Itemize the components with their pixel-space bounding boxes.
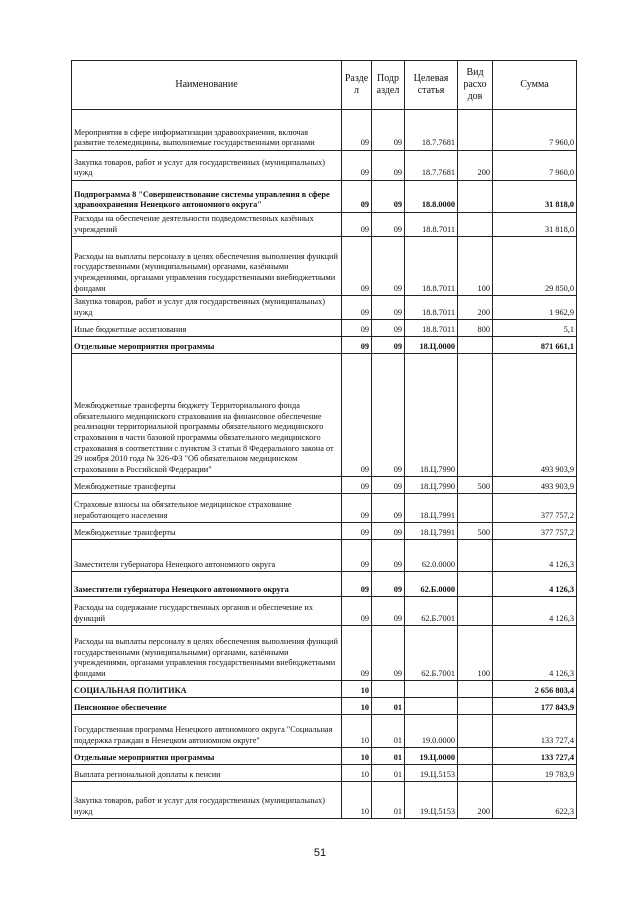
row-amount: 133 727,4 [493,715,577,748]
table-row [72,296,577,320]
row-section: 10 [342,681,372,698]
row-amount: 133 727,4 [493,748,577,765]
row-name: Расходы на обеспечение деятельности подведомственных казённых учреждений [72,213,342,237]
row-name: СОЦИАЛЬНАЯ ПОЛИТИКА [72,681,342,698]
table-row [72,572,577,597]
row-section: 10 [342,748,372,765]
table-row [72,782,577,819]
row-section: 10 [342,698,372,715]
row-section: 09 [342,237,372,296]
row-target: 18.8.0000 [405,181,458,213]
row-name: Мероприятия в сфере информатизации здравоохранения, включая развитие телемедицины, выполняемые государственными органами [72,110,342,151]
table-row [72,540,577,572]
row-amount: 2 656 803,4 [493,681,577,698]
row-subsection: 09 [372,110,405,151]
header-target: Целевая статья [405,61,458,110]
row-subsection: 01 [372,698,405,715]
row-expense-type [458,110,493,151]
row-subsection [372,681,405,698]
row-name: Расходы на выплаты персоналу в целях обеспечения выполнения функций государственными (муниципальными) органами, казёнными учреждениями, органами управления государственными внебюджетными фондами [72,626,342,681]
row-section: 09 [342,337,372,354]
row-section: 09 [342,540,372,572]
row-target: 18.7.7681 [405,110,458,151]
row-expense-type [458,698,493,715]
row-name: Расходы на выплаты персоналу в целях обеспечения выполнения функций государственными (муниципальными) органами, казёнными учреждениями, органами управления государственными внебюджетными фондами [72,237,342,296]
row-name: Закупка товаров, работ и услуг для государственных (муниципальных) нужд [72,782,342,819]
row-expense-type [458,354,493,477]
row-amount: 377 757,2 [493,523,577,540]
row-subsection: 09 [372,540,405,572]
row-subsection: 09 [372,296,405,320]
row-name: Закупка товаров, работ и услуг для государственных (муниципальных) нужд [72,296,342,320]
row-amount: 1 962,9 [493,296,577,320]
row-target [405,698,458,715]
row-name: Подпрограмма 8 "Совершенствование системы управления в сфере здравоохранения Ненецкого автономного округа" [72,181,342,213]
row-expense-type [458,715,493,748]
row-name: Иные бюджетные ассигнования [72,320,342,337]
table-row [72,477,577,494]
row-expense-type [458,748,493,765]
row-expense-type [458,540,493,572]
row-amount: 31 818,0 [493,213,577,237]
row-name: Межбюджетные трансферты [72,523,342,540]
row-section: 09 [342,213,372,237]
row-subsection: 09 [372,494,405,523]
table-row [72,110,577,151]
row-section: 09 [342,523,372,540]
row-section: 09 [342,110,372,151]
row-target: 62.Б.7001 [405,626,458,681]
row-amount: 377 757,2 [493,494,577,523]
table-row [72,698,577,715]
row-subsection: 01 [372,765,405,782]
row-expense-type [458,681,493,698]
budget-table [71,60,577,819]
table-header-row [72,61,577,110]
page-number: 51 [313,847,327,859]
row-expense-type: 800 [458,320,493,337]
row-amount: 31 818,0 [493,181,577,213]
row-section: 09 [342,597,372,626]
row-subsection: 01 [372,748,405,765]
row-target: 18.Ц.7991 [405,523,458,540]
row-target: 18.Ц.0000 [405,337,458,354]
row-amount: 7 960,0 [493,110,577,151]
row-amount: 29 850,0 [493,237,577,296]
row-name: Межбюджетные трансферты бюджету Территориального фонда обязательного медицинского страхования на финансовое обеспечение реализации территориальной программы обязательного медицинского страхования в части базовой программы обязательного медицинского страхования в соответствии с пунктом 3 статьи 8 Федерального закона от 29 ноября 2010 года № 326-ФЗ "Об обязательном медицинском страховании в Российской Федерации" [72,354,342,477]
row-expense-type: 200 [458,296,493,320]
table-row [72,151,577,181]
row-target: 62.Б.0000 [405,572,458,597]
row-expense-type [458,213,493,237]
table-row [72,715,577,748]
row-subsection: 09 [372,237,405,296]
row-expense-type [458,597,493,626]
row-subsection: 09 [372,181,405,213]
row-section: 10 [342,782,372,819]
header-name: Наименование [72,61,342,110]
row-section: 09 [342,151,372,181]
row-expense-type: 100 [458,237,493,296]
row-section: 09 [342,354,372,477]
row-target: 18.Ц.7990 [405,354,458,477]
table-row [72,765,577,782]
row-target: 62.0.0000 [405,540,458,572]
row-amount: 4 126,3 [493,540,577,572]
row-expense-type: 200 [458,782,493,819]
table-row [72,748,577,765]
header-expense-type: Вид расхо дов [458,61,493,110]
row-section: 09 [342,626,372,681]
row-section: 10 [342,765,372,782]
row-amount: 5,1 [493,320,577,337]
row-section: 09 [342,477,372,494]
row-amount: 19 783,9 [493,765,577,782]
table-row [72,494,577,523]
header-subsection: Подр аздел [372,61,405,110]
row-section: 09 [342,572,372,597]
row-target: 19.Ц.5153 [405,782,458,819]
row-name: Отдельные мероприятия программы [72,337,342,354]
row-subsection: 09 [372,523,405,540]
table-row [72,237,577,296]
row-subsection: 09 [372,572,405,597]
row-expense-type [458,337,493,354]
row-target: 18.Ц.7990 [405,477,458,494]
row-subsection: 09 [372,320,405,337]
row-name: Расходы на содержание государственных органов и обеспечение их функций [72,597,342,626]
row-subsection: 09 [372,477,405,494]
row-name: Страховые взносы на обязательное медицинское страхование неработающего населения [72,494,342,523]
row-target: 19.Ц.0000 [405,748,458,765]
row-name: Заместители губернатора Ненецкого автономного округа [72,540,342,572]
row-amount: 871 661,1 [493,337,577,354]
table-row [72,213,577,237]
row-subsection: 09 [372,354,405,477]
table-row [72,337,577,354]
row-target: 62.Б.7001 [405,597,458,626]
row-section: 10 [342,715,372,748]
row-target: 19.Ц.5153 [405,765,458,782]
row-section: 09 [342,320,372,337]
row-name: Пенсионное обеспечение [72,698,342,715]
row-target: 18.8.7011 [405,237,458,296]
table-row [72,523,577,540]
table-row [72,626,577,681]
row-expense-type: 100 [458,626,493,681]
row-subsection: 01 [372,715,405,748]
row-expense-type [458,765,493,782]
header-amount: Сумма [493,61,577,110]
row-section: 09 [342,296,372,320]
row-amount: 4 126,3 [493,572,577,597]
row-target: 18.8.7011 [405,296,458,320]
row-amount: 493 903,9 [493,354,577,477]
row-target: 18.7.7681 [405,151,458,181]
row-target [405,681,458,698]
header-section: Разде л [342,61,372,110]
row-name: Государственная программа Ненецкого автономного округа "Социальная поддержка граждан в Ненецком автономном округе" [72,715,342,748]
row-amount: 4 126,3 [493,597,577,626]
row-name: Закупка товаров, работ и услуг для государственных (муниципальных) нужд [72,151,342,181]
row-subsection: 09 [372,213,405,237]
row-expense-type [458,181,493,213]
row-name: Выплата региональной доплаты к пенсии [72,765,342,782]
table-row [72,354,577,477]
row-subsection: 09 [372,597,405,626]
row-target: 19.0.0000 [405,715,458,748]
row-expense-type [458,572,493,597]
row-section: 09 [342,494,372,523]
table-row [72,181,577,213]
row-name: Отдельные мероприятия программы [72,748,342,765]
row-amount: 7 960,0 [493,151,577,181]
row-expense-type: 500 [458,477,493,494]
row-subsection: 09 [372,337,405,354]
row-target: 18.8.7011 [405,320,458,337]
row-subsection: 09 [372,151,405,181]
row-section: 09 [342,181,372,213]
row-amount: 493 903,9 [493,477,577,494]
row-expense-type: 500 [458,523,493,540]
row-expense-type: 200 [458,151,493,181]
table-row [72,597,577,626]
table-row [72,320,577,337]
row-amount: 622,3 [493,782,577,819]
table-row [72,681,577,698]
row-target: 18.8.7011 [405,213,458,237]
row-name: Межбюджетные трансферты [72,477,342,494]
row-amount: 177 843,9 [493,698,577,715]
row-amount: 4 126,3 [493,626,577,681]
row-expense-type [458,494,493,523]
row-subsection: 01 [372,782,405,819]
row-subsection: 09 [372,626,405,681]
row-name: Заместители губернатора Ненецкого автономного округа [72,572,342,597]
row-target: 18.Ц.7991 [405,494,458,523]
